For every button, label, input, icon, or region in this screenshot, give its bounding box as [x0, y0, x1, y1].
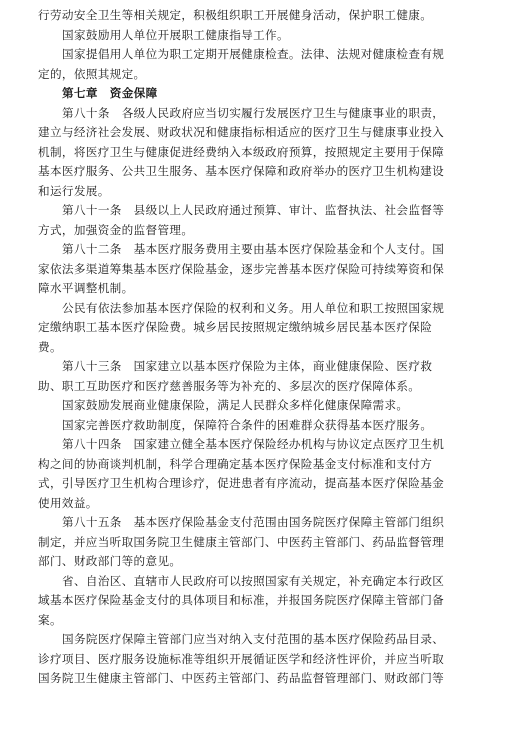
text-line: 基本医疗服务、公共卫生服务、基本医疗保障和政府举办的医疗卫生机构建设	[38, 164, 445, 178]
text-line: 使用效益。	[38, 495, 98, 510]
text-line: 第八十条 各级人民政府应当切实履行发展医疗卫生与健康事业的职责，	[62, 105, 445, 120]
text-line: 国务院医疗保障主管部门应当对纳入支付范围的基本医疗保险药品目录、	[62, 632, 445, 646]
text-line: 机制，将医疗卫生与健康促进经费纳入本级政府预算，按照规定主要用于保障	[38, 144, 445, 159]
text-line: 第八十五条 基本医疗保险基金支付范围由国务院医疗保障主管部门组织	[62, 515, 445, 529]
text-line: 定缴纳职工基本医疗保险费。城乡居民按照规定缴纳城乡居民基本医疗保险	[38, 320, 433, 334]
text-line: 部门、财政部门等的意见。	[38, 554, 182, 568]
text-line: 障水平调整机制。	[38, 281, 134, 295]
text-line: 第八十四条 国家建立健全基本医疗保险经办机构与协议定点医疗卫生机	[62, 437, 445, 451]
text-line: 第八十二条 基本医疗服务费用主要由基本医疗保险基金和个人支付。国	[62, 242, 445, 256]
text-line: 国家鼓励发展商业健康保险，满足人民群众多样化健康保障需求。	[62, 398, 409, 412]
text-line: 方式，加强资金的监督管理。	[38, 222, 194, 237]
text-line: 助、职工互助医疗和医疗慈善服务等为补充的、多层次的医疗保障体系。	[38, 378, 421, 393]
text-line: 国家完善医疗救助制度，保障符合条件的困难群众获得基本医疗服务。	[62, 417, 433, 432]
text-line: 国家提倡用人单位为职工定期开展健康检查。法律、法规对健康检查有规	[62, 47, 445, 61]
text-line: 案。	[38, 612, 62, 627]
text-line: 省、自治区、直辖市人民政府可以按照国家有关规定，补充确定本行政区	[62, 573, 445, 588]
text-line: 国务院卫生健康主管部门、中医药主管部门、药品监督管理部门、财政部门等	[38, 671, 445, 685]
chapter-heading: 第七章 资金保障	[62, 86, 158, 100]
text-line: 制定，并应当听取国务院卫生健康主管部门、中医药主管部门、药品监督管理	[38, 534, 445, 549]
text-line: 公民有依法参加基本医疗保险的权利和义务。用人单位和职工按照国家规	[62, 300, 445, 315]
text-line: 第八十三条 国家建立以基本医疗保险为主体，商业健康保险、医疗救	[62, 359, 433, 373]
text-line: 和运行发展。	[38, 183, 110, 198]
text-line: 国家鼓励用人单位开展职工健康指导工作。	[62, 27, 289, 42]
text-line: 域基本医疗保险基金支付的具体项目和标准，并报国务院医疗保障主管部门备	[38, 593, 445, 607]
text-line: 第八十一条 县级以上人民政府通过预算、审计、监督执法、社会监督等	[62, 203, 445, 217]
text-line: 定的，依照其规定。	[38, 66, 146, 81]
text-line: 构之间的协商谈判机制，科学合理确定基本医疗保险基金支付标准和支付方	[38, 456, 433, 471]
text-line: 诊疗项目、医疗服务设施标准等组织开展循证医学和经济性评价，并应当听取	[38, 651, 445, 666]
text-line: 式，引导医疗卫生机构合理诊疗，促进患者有序流动，提高基本医疗保险基金	[38, 476, 445, 490]
text-line: 建立与经济社会发展、财政状况和健康指标相适应的医疗卫生与健康事业投入	[38, 125, 445, 139]
text-line: 费。	[38, 339, 62, 354]
text-line: 家依法多渠道筹集基本医疗保险基金，逐步完善基本医疗保险可持续筹资和保	[38, 261, 445, 276]
text-line: 行劳动安全卫生等相关规定，积极组织职工开展健身活动，保护职工健康。	[38, 8, 433, 22]
